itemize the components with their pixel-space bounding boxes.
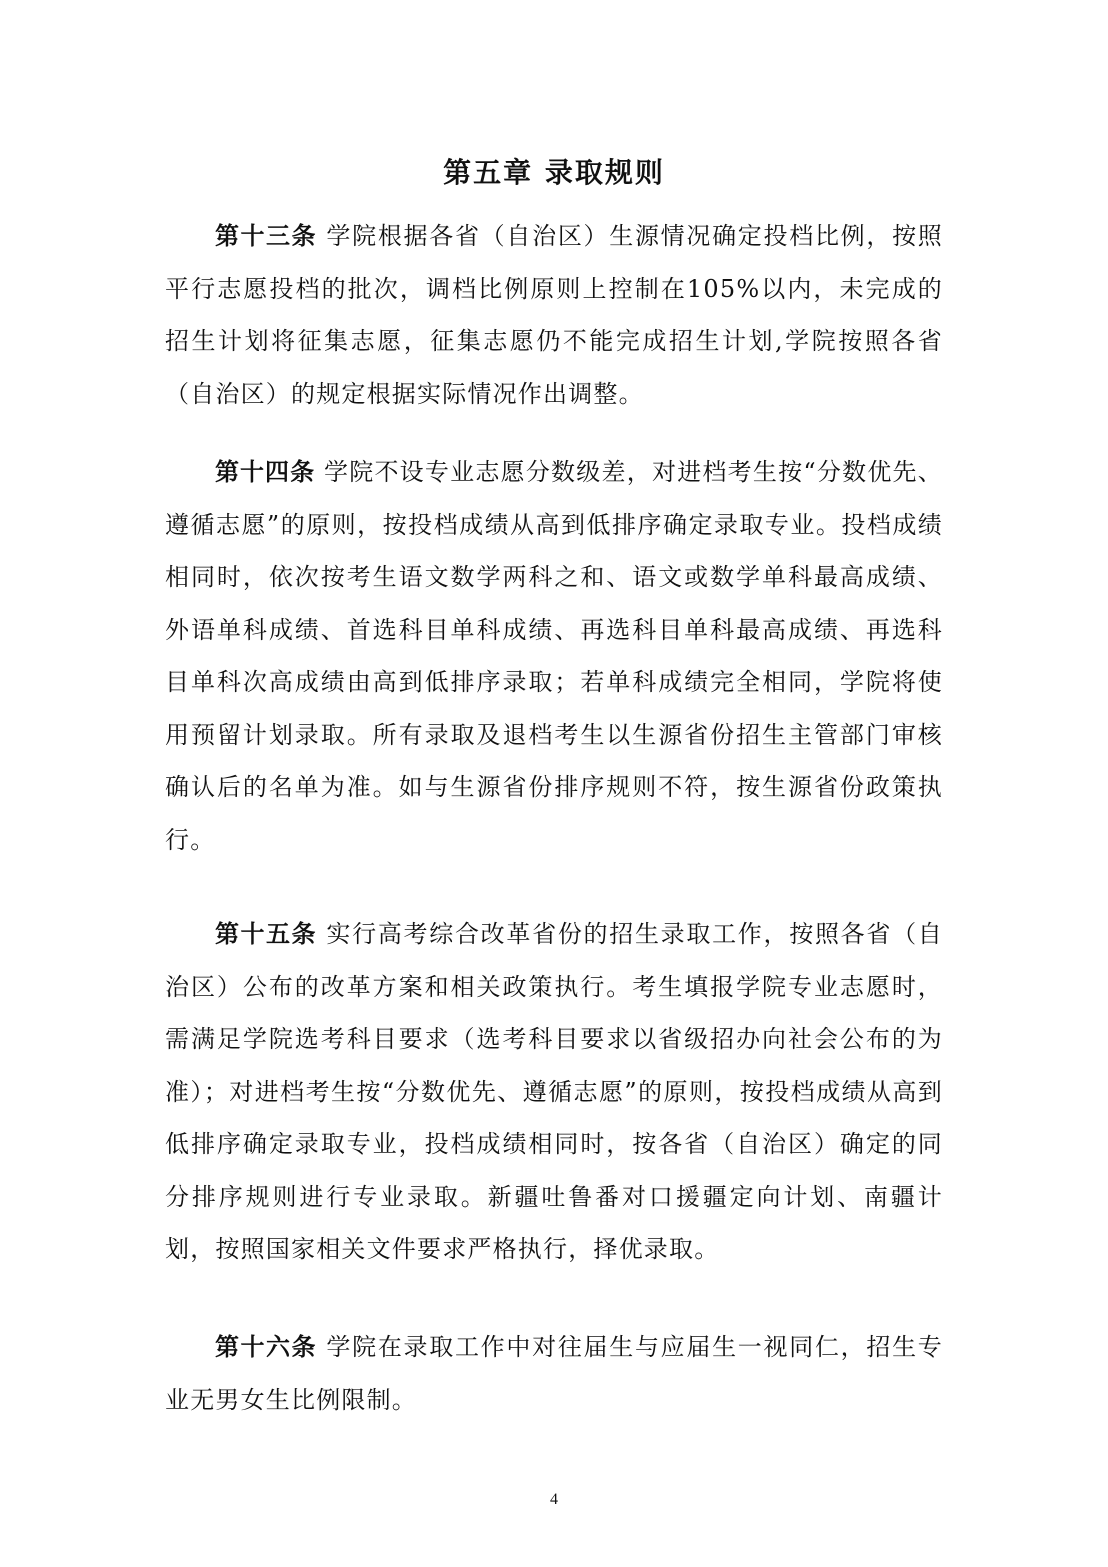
page-number: 4 [550, 1491, 558, 1508]
article-body: 学院根据各省（自治区）生源情况确定投档比例，按照平行志愿投档的批次，调档比例原则上控制在105%以内，未完成的招生计划将征集志愿，征集志愿仍不能完成招生计划,学院按照各省（自治区）的规定根据实际情况作出调整。 [165, 222, 943, 408]
article-heading: 第十五条 [215, 919, 318, 948]
article-body: 学院不设专业志愿分数级差，对进档考生按“分数优先、遵循志愿”的原则，按投档成绩从高到低排序确定录取专业。投档成绩相同时，依次按考生语文数学两科之和、语文或数学单科最高成绩、外语单科成绩、首选科目单科成绩、再选科目单科最高成绩、再选科目单科次高成绩由高到低排序录取；若单科成绩完全相同，学院将使用预留计划录取。所有录取及退档考生以生源省份招生主管部门审核确认后的名单为准。如与生源省份排序规则不符，按生源省份政策执行。 [165, 458, 943, 854]
article-body: 学院在录取工作中对往届生与应届生一视同仁，招生专业无男女生比例限制。 [165, 1333, 943, 1414]
article-heading: 第十四条 [215, 457, 316, 486]
article-14 [165, 446, 943, 866]
article-15 [165, 908, 943, 1276]
article-13 [165, 210, 943, 420]
article-body: 实行高考综合改革省份的招生录取工作，按照各省（自治区）公布的改革方案和相关政策执行。考生填报学院专业志愿时，需满足学院选考科目要求（选考科目要求以省级招办向社会公布的为准）；对进档考生按“分数优先、遵循志愿”的原则，按投档成绩从高到低排序确定录取专业，投档成绩相同时，按各省（自治区）确定的同分排序规则进行专业录取。新疆吐鲁番对口援疆定向计划、南疆计划，按照国家相关文件要求严格执行，择优录取。 [165, 920, 943, 1263]
article-16 [165, 1321, 943, 1426]
chapter-title: 第五章 录取规则 [443, 156, 665, 189]
article-heading: 第十三条 [215, 221, 318, 250]
article-heading: 第十六条 [215, 1332, 318, 1361]
